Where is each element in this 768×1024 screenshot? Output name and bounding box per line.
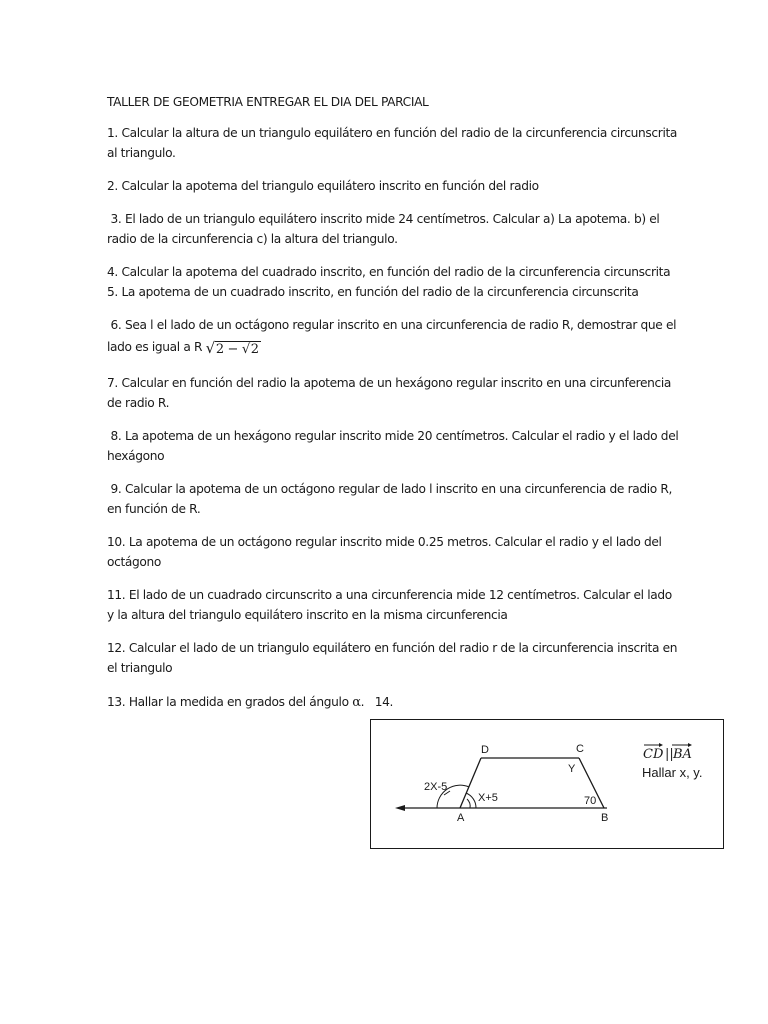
item-3-line-1: 3. El lado de un triangulo equilátero inscrito mide 24 centímetros. Calcular a) La apotema. b) el [107, 212, 660, 226]
item-1-line-2: al triangulo. [107, 146, 176, 160]
item-13-line-1 [107, 694, 393, 711]
item-6-line-1: 6. Sea l el lado de un octágono regular inscrito en una circunferencia de radio R, demostrar que el [107, 318, 677, 332]
angle-label-2x-5: 2X-5 [424, 781, 448, 793]
trapezoid-diagram [371, 720, 725, 850]
item-3-line-2: radio de la circunferencia c) la altura del triangulo. [107, 232, 398, 246]
figure-instruction: Hallar x, y. [642, 765, 703, 780]
document-title: TALLER DE GEOMETRIA ENTREGAR EL DIA DEL PARCIAL [107, 95, 429, 109]
item-8-line-1: 8. La apotema de un hexágono regular inscrito mide 20 centímetros. Calcular el radio y el lado del [107, 429, 679, 443]
angle-arc-right-inner [467, 799, 470, 808]
point-d-label: D [481, 744, 489, 756]
item-7-line-1: 7. Calcular en función del radio la apotema de un hexágono regular inscrito en una circunferencia [107, 376, 672, 390]
item-5-line-1: 5. La apotema de un cuadrado inscrito, en función del radio de la circunferencia circunscrita [107, 285, 639, 299]
item-4-line-1: 4. Calcular la apotema del cuadrado inscrito, en función del radio de la circunferencia circunscrita [107, 265, 671, 279]
point-c-label: C [576, 743, 584, 755]
item-12-line-1: 12. Calcular el lado de un triangulo equilátero en función del radio r de la circunferencia inscrita en [107, 641, 678, 655]
base-line-arrowhead [395, 805, 405, 811]
geometry-figure [370, 719, 724, 849]
nested-square-root: √2 − √2 [205, 339, 259, 357]
item-2-line-1: 2. Calcular la apotema del triangulo equilátero inscrito en función del radio [107, 179, 539, 193]
item-9-line-2: en función de R. [107, 502, 201, 516]
item-13-text: 13. Hallar la medida en grados del ángulo [107, 695, 353, 709]
item-10-line-2: octágono [107, 555, 161, 569]
angle-label-70: 70 [584, 795, 597, 807]
radical-outer-term: 2 − [215, 342, 242, 357]
item-7-line-2: de radio R. [107, 396, 170, 410]
angle-arc-right [466, 793, 476, 808]
item-6-line-2 [107, 339, 261, 358]
item-11-line-2: y la altura del triangulo equilátero inscrito en la misma circunferencia [107, 608, 508, 622]
item-1-line-1: 1. Calcular la altura de un triangulo equilátero en función del radio de la circunferencia circunscrita [107, 126, 678, 140]
angle-label-x-plus-5: X+5 [478, 792, 498, 804]
point-a-label: A [457, 812, 465, 824]
item-9-line-1: 9. Calcular la apotema de un octágono regular de lado l inscrito en una circunferencia de radio R, [107, 482, 673, 496]
parallel-symbol: || [665, 747, 674, 762]
alpha-symbol: α [352, 695, 361, 710]
vector-cd-label: CD [643, 747, 664, 762]
point-b-label: B [601, 812, 609, 824]
item-8-line-2: hexágono [107, 449, 165, 463]
angle-label-y: Y [568, 763, 576, 775]
item-12-line-2: el triangulo [107, 661, 173, 675]
item-11-line-1: 11. El lado de un cuadrado circunscrito a una circunferencia mide 12 centímetros. Calcular el lado [107, 588, 672, 602]
vector-ba-label: BA [673, 747, 692, 762]
radical-inner-term: 2 [250, 342, 259, 357]
item-10-line-1: 10. La apotema de un octágono regular inscrito mide 0.25 metros. Calcular el radio y el lado del [107, 535, 662, 549]
item-14-label: . 14. [360, 695, 394, 709]
item-6-line-2-text: lado es igual a R [107, 340, 206, 354]
